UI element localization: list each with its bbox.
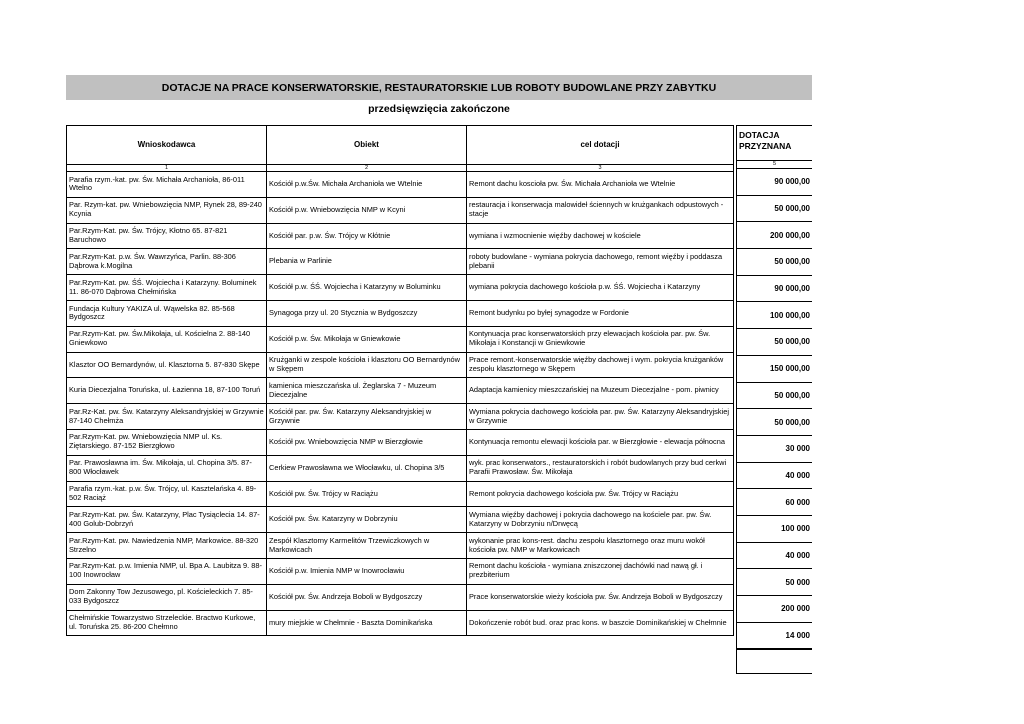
- cell-amount: 14 000: [736, 623, 812, 650]
- document-subtitle: przedsięwzięcia zakończone: [368, 103, 510, 115]
- table-row: [67, 481, 734, 507]
- cell-amount: 50 000,00: [736, 196, 812, 223]
- cell-object: Kościół p.w. ŚŚ. Wojciecha i Katarzyny w Boluminku: [267, 275, 467, 301]
- cell-amount: 60 000: [736, 489, 812, 516]
- cell-object: Kościół p.w. Wniebowzięcia NMP w Kcyni: [267, 197, 467, 223]
- cell-object: Kościół p.w. Imienia NMP w Inowrocławiu: [267, 558, 467, 584]
- cell-purpose: Remont pokrycia dachowego kościoła pw. Św. Trójcy w Raciążu: [467, 481, 734, 507]
- cell-applicant: Par.Rzym-Kat. pw. Św.Mikołaja, ul. Kościelna 2. 88-140 Gniewkowo: [67, 326, 267, 352]
- grant-column: [736, 125, 812, 649]
- table-row: [67, 352, 734, 378]
- document-title-bar: [66, 75, 812, 100]
- table-row: [67, 558, 734, 584]
- grants-table: [66, 125, 734, 636]
- col-number-grant: 5: [736, 161, 812, 169]
- cell-applicant: Fundacja Kultury YAKIZA ul. Wąwelska 82. 85-568 Bydgoszcz: [67, 300, 267, 326]
- cell-purpose: wymiana i wzmocnienie więźby dachowej w kościele: [467, 223, 734, 249]
- cell-object: kamienica mieszczańska ul. Żeglarska 7 - Muzeum Diecezjalne: [267, 378, 467, 404]
- table-row: [67, 455, 734, 481]
- cell-object: Kościół par. p.w. Św. Trójcy w Kłótnie: [267, 223, 467, 249]
- cell-applicant: Par.Rzym-Kat. pw. Wniebowzięcia NMP ul. Ks. Ziętarskiego. 87-152 Bierzgłowo: [67, 429, 267, 455]
- cell-object: mury miejskie w Chełmnie - Baszta Dominikańska: [267, 610, 467, 636]
- cell-applicant: Par. Prawosławna im. Św. Mikołaja, ul. Chopina 3/5. 87-800 Włocławek: [67, 455, 267, 481]
- cell-applicant: Kuria Diecezjalna Toruńska, ul. Łazienna 18, 87-100 Toruń: [67, 378, 267, 404]
- cell-object: Kościół pw. Św. Trójcy w Raciążu: [267, 481, 467, 507]
- cell-purpose: Wymiana pokrycia dachowego kościoła par. pw. Św. Katarzyny Aleksandryjskiej w Grzywnie: [467, 404, 734, 430]
- table-row: [67, 249, 734, 275]
- cell-amount: 50 000,00: [736, 329, 812, 356]
- document-title: DOTACJE NA PRACE KONSERWATORSKIE, RESTAURATORSKIE LUB ROBOTY BUDOWLANE PRZY ZABYTKU: [161, 81, 717, 94]
- cell-amount: 30 000: [736, 436, 812, 463]
- cell-applicant: Par.Rzym-Kat. p.w. Imienia NMP, ul. Bpa A. Laubitza 9. 88-100 Inowrocław: [67, 558, 267, 584]
- table-row: [67, 610, 734, 636]
- cell-applicant: Par.Rz-Kat. pw. Św. Katarzyny Aleksandryjskiej w Grzywnie 87-140 Chełmża: [67, 404, 267, 430]
- cell-amount: 200 000: [736, 596, 812, 623]
- table-row: [67, 404, 734, 430]
- col-header-grant: DOTACJA PRZYZNANA: [736, 125, 812, 161]
- col-number-applicant: 1: [67, 165, 267, 172]
- cell-amount: 90 000,00: [736, 169, 812, 196]
- cell-amount: 50 000,00: [736, 409, 812, 436]
- cell-amount: 150 000,00: [736, 356, 812, 383]
- cell-object: Kościół pw. Wniebowzięcia NMP w Bierzgłowie: [267, 429, 467, 455]
- cell-amount: 90 000,00: [736, 276, 812, 303]
- cell-purpose: Remont budynku po byłej synagodze w Fordonie: [467, 300, 734, 326]
- cell-object: Plebania w Parlinie: [267, 249, 467, 275]
- cell-amount: 200 000,00: [736, 222, 812, 249]
- table-row: [67, 507, 734, 533]
- cell-applicant: Dom Zakonny Tow Jezusowego, pl. Kościeleckich 7. 85-033 Bydgoszcz: [67, 584, 267, 610]
- cell-purpose: Prace konserwatorskie wieży kościoła pw. Św. Andrzeja Boboli w Bydgoszczy: [467, 584, 734, 610]
- cell-object: Kościół pw. Św. Katarzyny w Dobrzyniu: [267, 507, 467, 533]
- cell-amount: 100 000: [736, 516, 812, 543]
- cell-purpose: wykonanie prac kons-rest. dachu zespołu klasztornego oraz muru wokół kościoła pw. NMP w Markowicach: [467, 533, 734, 559]
- table-row: [67, 223, 734, 249]
- cell-object: Krużganki w zespole kościoła i klasztoru OO Bernardynów w Skępem: [267, 352, 467, 378]
- cell-applicant: Parafia rzym.-kat. p.w. Św. Trójcy, ul. Kasztelańska 4. 89-502 Raciąż: [67, 481, 267, 507]
- col-header-object: Obiekt: [267, 126, 467, 165]
- table-row: [67, 378, 734, 404]
- cell-purpose: roboty budowlane - wymiana pokrycia dachowego, remont więźby i poddasza plebanii: [467, 249, 734, 275]
- cell-purpose: wyk. prac konserwators., restauratorskich i robót budowlanych przy bud cerkwi Parafii Prawosław. Św. Mikołaja: [467, 455, 734, 481]
- cell-purpose: Remont dachu kościoła - wymiana zniszczonej dachówki nad nawą gł. i prezbiterium: [467, 558, 734, 584]
- cell-purpose: wymiana pokrycia dachowego kościoła p.w. ŚŚ. Wojciecha i Katarzyny: [467, 275, 734, 301]
- table-row: [67, 533, 734, 559]
- col-header-purpose: cel dotacji: [467, 126, 734, 165]
- cell-purpose: Kontynuacja remontu elewacji kościoła par. w Bierzgłowie - elewacja północna: [467, 429, 734, 455]
- cell-applicant: Par.Rzym-Kat. pw. Św. Trójcy, Kłotno 65. 87-821 Baruchowo: [67, 223, 267, 249]
- col-header-applicant: Wnioskodawca: [67, 126, 267, 165]
- cell-applicant: Par.Rzym-Kat. pw. Św. Katarzyny, Plac Tysiąclecia 14. 87-400 Golub-Dobrzyń: [67, 507, 267, 533]
- cell-amount: 100 000,00: [736, 302, 812, 329]
- cell-purpose: Kontynuacja prac konserwatorskich przy elewacjach kościoła par. pw. Św. Mikołaja i Konstancji w Gniewkowie: [467, 326, 734, 352]
- cell-amount: 50 000: [736, 569, 812, 596]
- cell-object: Kościół pw. Św. Andrzeja Boboli w Bydgoszczy: [267, 584, 467, 610]
- cell-purpose: Wymiana więźby dachowej i pokrycia dachowego na kościele par. pw. Św. Katarzyny w Dobrzyniu n/Drwęcą: [467, 507, 734, 533]
- cell-applicant: Parafia rzym.-kat. pw. Św. Michała Archanioła, 86-011 Wtelno: [67, 172, 267, 198]
- table-row: [67, 197, 734, 223]
- col-number-object: 2: [267, 165, 467, 172]
- cell-amount: 50 000,00: [736, 249, 812, 276]
- cell-amount: 40 000: [736, 463, 812, 490]
- cell-applicant: Par.Rzym-Kat. pw. Nawiedzenia NMP, Markowice. 88-320 Strzelno: [67, 533, 267, 559]
- cell-purpose: Remont dachu koscioła pw. Św. Michała Archanioła we Wtelnie: [467, 172, 734, 198]
- table-row: [67, 172, 734, 198]
- cell-amount: 50 000,00: [736, 383, 812, 410]
- cell-object: Kościół par. pw. Św. Katarzyny Aleksandryjskiej w Grzywnie: [267, 404, 467, 430]
- col-number-purpose: 3: [467, 165, 734, 172]
- total-cell: [736, 649, 812, 674]
- cell-object: Kościół p.w.Św. Michała Archanioła we Wtelnie: [267, 172, 467, 198]
- cell-purpose: restauracja i konserwacja malowideł ściennych w krużgankach odpustowych - stacje: [467, 197, 734, 223]
- table-row: [67, 429, 734, 455]
- cell-purpose: Prace remont.-konserwatorskie więźby dachowej i wym. pokrycia krużganków zespołu klasztornego w Skępem: [467, 352, 734, 378]
- cell-purpose: Adaptacja kamienicy mieszczańskiej na Muzeum Diecezjalne - pom. piwnicy: [467, 378, 734, 404]
- table-row: [67, 584, 734, 610]
- cell-object: Zespół Klasztorny Karmelitów Trzewiczkowych w Markowicach: [267, 533, 467, 559]
- cell-object: Cerkiew Prawosławna we Włocławku, ul. Chopina 3/5: [267, 455, 467, 481]
- table-row: [67, 300, 734, 326]
- cell-object: Synagoga przy ul. 20 Stycznia w Bydgoszczy: [267, 300, 467, 326]
- header-row: [67, 126, 734, 165]
- cell-amount: 40 000: [736, 543, 812, 570]
- cell-applicant: Par.Rzym-Kat. p.w. Św. Wawrzyńca, Parlin. 88-306 Dąbrowa k.Mogilna: [67, 249, 267, 275]
- cell-object: Kościół p.w. Św. Mikołaja w Gniewkowie: [267, 326, 467, 352]
- table-row: [67, 326, 734, 352]
- cell-applicant: Chełmińskie Towarzystwo Strzeleckie. Bractwo Kurkowe, ul. Toruńska 25. 86-200 Chełmno: [67, 610, 267, 636]
- cell-applicant: Par.Rzym-Kat. pw. ŚŚ. Wojciecha i Katarzyny. Boluminek 11. 86-070 Dąbrowa Chełmińska: [67, 275, 267, 301]
- cell-purpose: Dokończenie robót bud. oraz prac kons. w baszcie Dominikańskiej w Chełmnie: [467, 610, 734, 636]
- cell-applicant: Par. Rzym-kat. pw. Wniebowzięcia NMP, Rynek 28, 89-240 Kcynia: [67, 197, 267, 223]
- cell-applicant: Klasztor OO Bernardynów, ul. Klasztorna 5. 87-830 Skępe: [67, 352, 267, 378]
- table-row: [67, 275, 734, 301]
- column-number-row: [67, 165, 734, 172]
